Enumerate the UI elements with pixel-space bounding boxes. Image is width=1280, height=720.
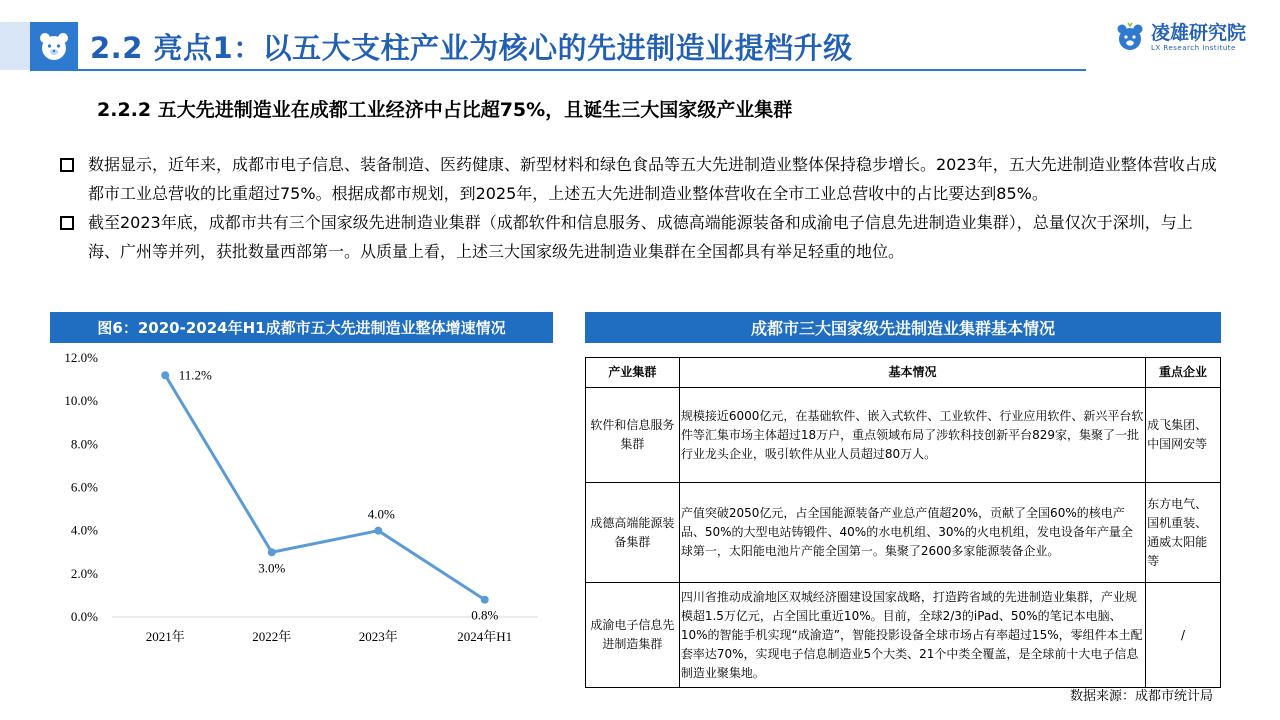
x-tick-label: 2021年 [145,629,185,644]
page-title: 2.2 亮点1：以五大支柱产业为核心的先进制造业提档升级 [90,31,853,65]
data-label: 4.0% [367,506,395,522]
data-label: 3.0% [258,560,286,576]
cluster-name: 成渝电子信息先进制造集群 [586,583,680,688]
data-label: 11.2% [178,367,212,383]
x-tick-label: 2022年 [252,629,292,644]
x-tick-label: 2024年H1 [457,629,513,644]
title-divider [30,69,1086,71]
square-bullet-icon [60,216,74,230]
cluster-name: 软件和信息服务集群 [586,388,680,483]
data-point [161,371,169,379]
brand-bear-icon [1115,22,1145,52]
y-tick-label: 6.0% [70,479,98,495]
data-label: 0.8% [471,607,499,623]
bullet-text: 截至2023年底，成都市共有三个国家级先进制造业集群（成都软件和信息服务、成德高端能源装备和成渝电子信息先进制造业集群），总量仅次于深圳，与上海、广州等并列，获批数量西部第一。从质量上看，上述三大国家级先进制造业集群在全国都具有举足轻重的地位。 [88,213,1193,261]
key-enterprises: / [1146,583,1221,688]
y-tick-label: 10.0% [64,393,98,409]
column-header: 基本情况 [679,358,1145,388]
x-tick-label: 2023年 [358,629,398,644]
brand-logo [1115,22,1246,52]
series-line [165,375,485,599]
table-row [586,388,1221,483]
key-enterprises: 东方电气、国机重装、通威太阳能等 [1146,483,1221,583]
bullet-text: 数据显示，近年来，成都市电子信息、装备制造、医药健康、新型材料和绿色食品等五大先进制造业整体保持稳步增长。2023年，五大先进制造业整体营收占成都市工业总营收的比重超过75%。根据成都市规划，到2025年，上述五大先进制造业整体营收在全市工业总营收中的占比要达到85%。 [88,155,1217,203]
y-tick-label: 4.0% [70,522,98,538]
data-point [268,548,276,556]
column-header: 产业集群 [586,358,680,388]
table-row [586,583,1221,688]
data-point [374,527,382,535]
square-bullet-icon [60,158,74,172]
data-source: 数据来源：成都市统计局 [1070,689,1214,704]
section-subtitle: 2.2.2 五大先进制造业在成都工业经济中占比超75%，且诞生三大国家级产业集群 [97,99,793,121]
y-tick-label: 12.0% [64,350,98,365]
cluster-description: 四川省推动成渝地区双城经济圈建设国家战略，打造跨省域的先进制造业集群，产业规模超1.5万亿元，占全国比重近10%。目前，全球2/3的iPad、50%的笔记本电脑、10%的智能手机实现“成渝造”，智能投影设备全球市场占有率超过15%，零组件本土配套率达70%，实现电子信息制造业5个大类、21个中类全覆盖，是全球前十大电子信息制造业聚集地。 [679,583,1145,688]
chart-title: 图6：2020-2024年H1成都市五大先进制造业整体增速情况 [50,312,553,343]
bullet-list [60,150,1220,266]
table-title: 成都市三大国家级先进制造业集群基本情况 [585,312,1221,343]
bear-logo-icon [30,22,78,70]
cluster-name: 成德高端能源装备集群 [586,483,680,583]
bullet-item [60,208,1220,266]
bullet-item [60,150,1220,208]
table-row [586,483,1221,583]
y-tick-label: 2.0% [70,565,98,581]
table-header-row [586,358,1221,388]
column-header: 重点企业 [1146,358,1221,388]
cluster-description: 规模接近6000亿元，在基础软件、嵌入式软件、工业软件、行业应用软件、新兴平台软件等汇集市场主体超过18万户，重点领域布局了涉软科技创新平台829家，集聚了一批行业龙头企业，吸引软件从业人员超过80万人。 [679,388,1145,483]
header-accent-bar [0,22,30,70]
cluster-table [585,357,1221,688]
brand-name: 凌雄研究院 [1151,22,1247,44]
growth-line-chart [50,345,553,650]
data-point [481,596,489,604]
brand-subtitle: LX Research Institute [1151,44,1236,52]
cluster-description: 产值突破2050亿元，占全国能源装备产业总产值超20%，贡献了全国60%的核电产品、50%的大型电站铸锻件、40%的水电机组、30%的火电机组，发电设备年产量全球第一，太阳能电池片产能全国第一。集聚了2600多家能源装备企业。 [679,483,1145,583]
key-enterprises: 成飞集团、中国网安等 [1146,388,1221,483]
y-tick-label: 0.0% [70,609,98,624]
y-tick-label: 8.0% [70,436,98,452]
